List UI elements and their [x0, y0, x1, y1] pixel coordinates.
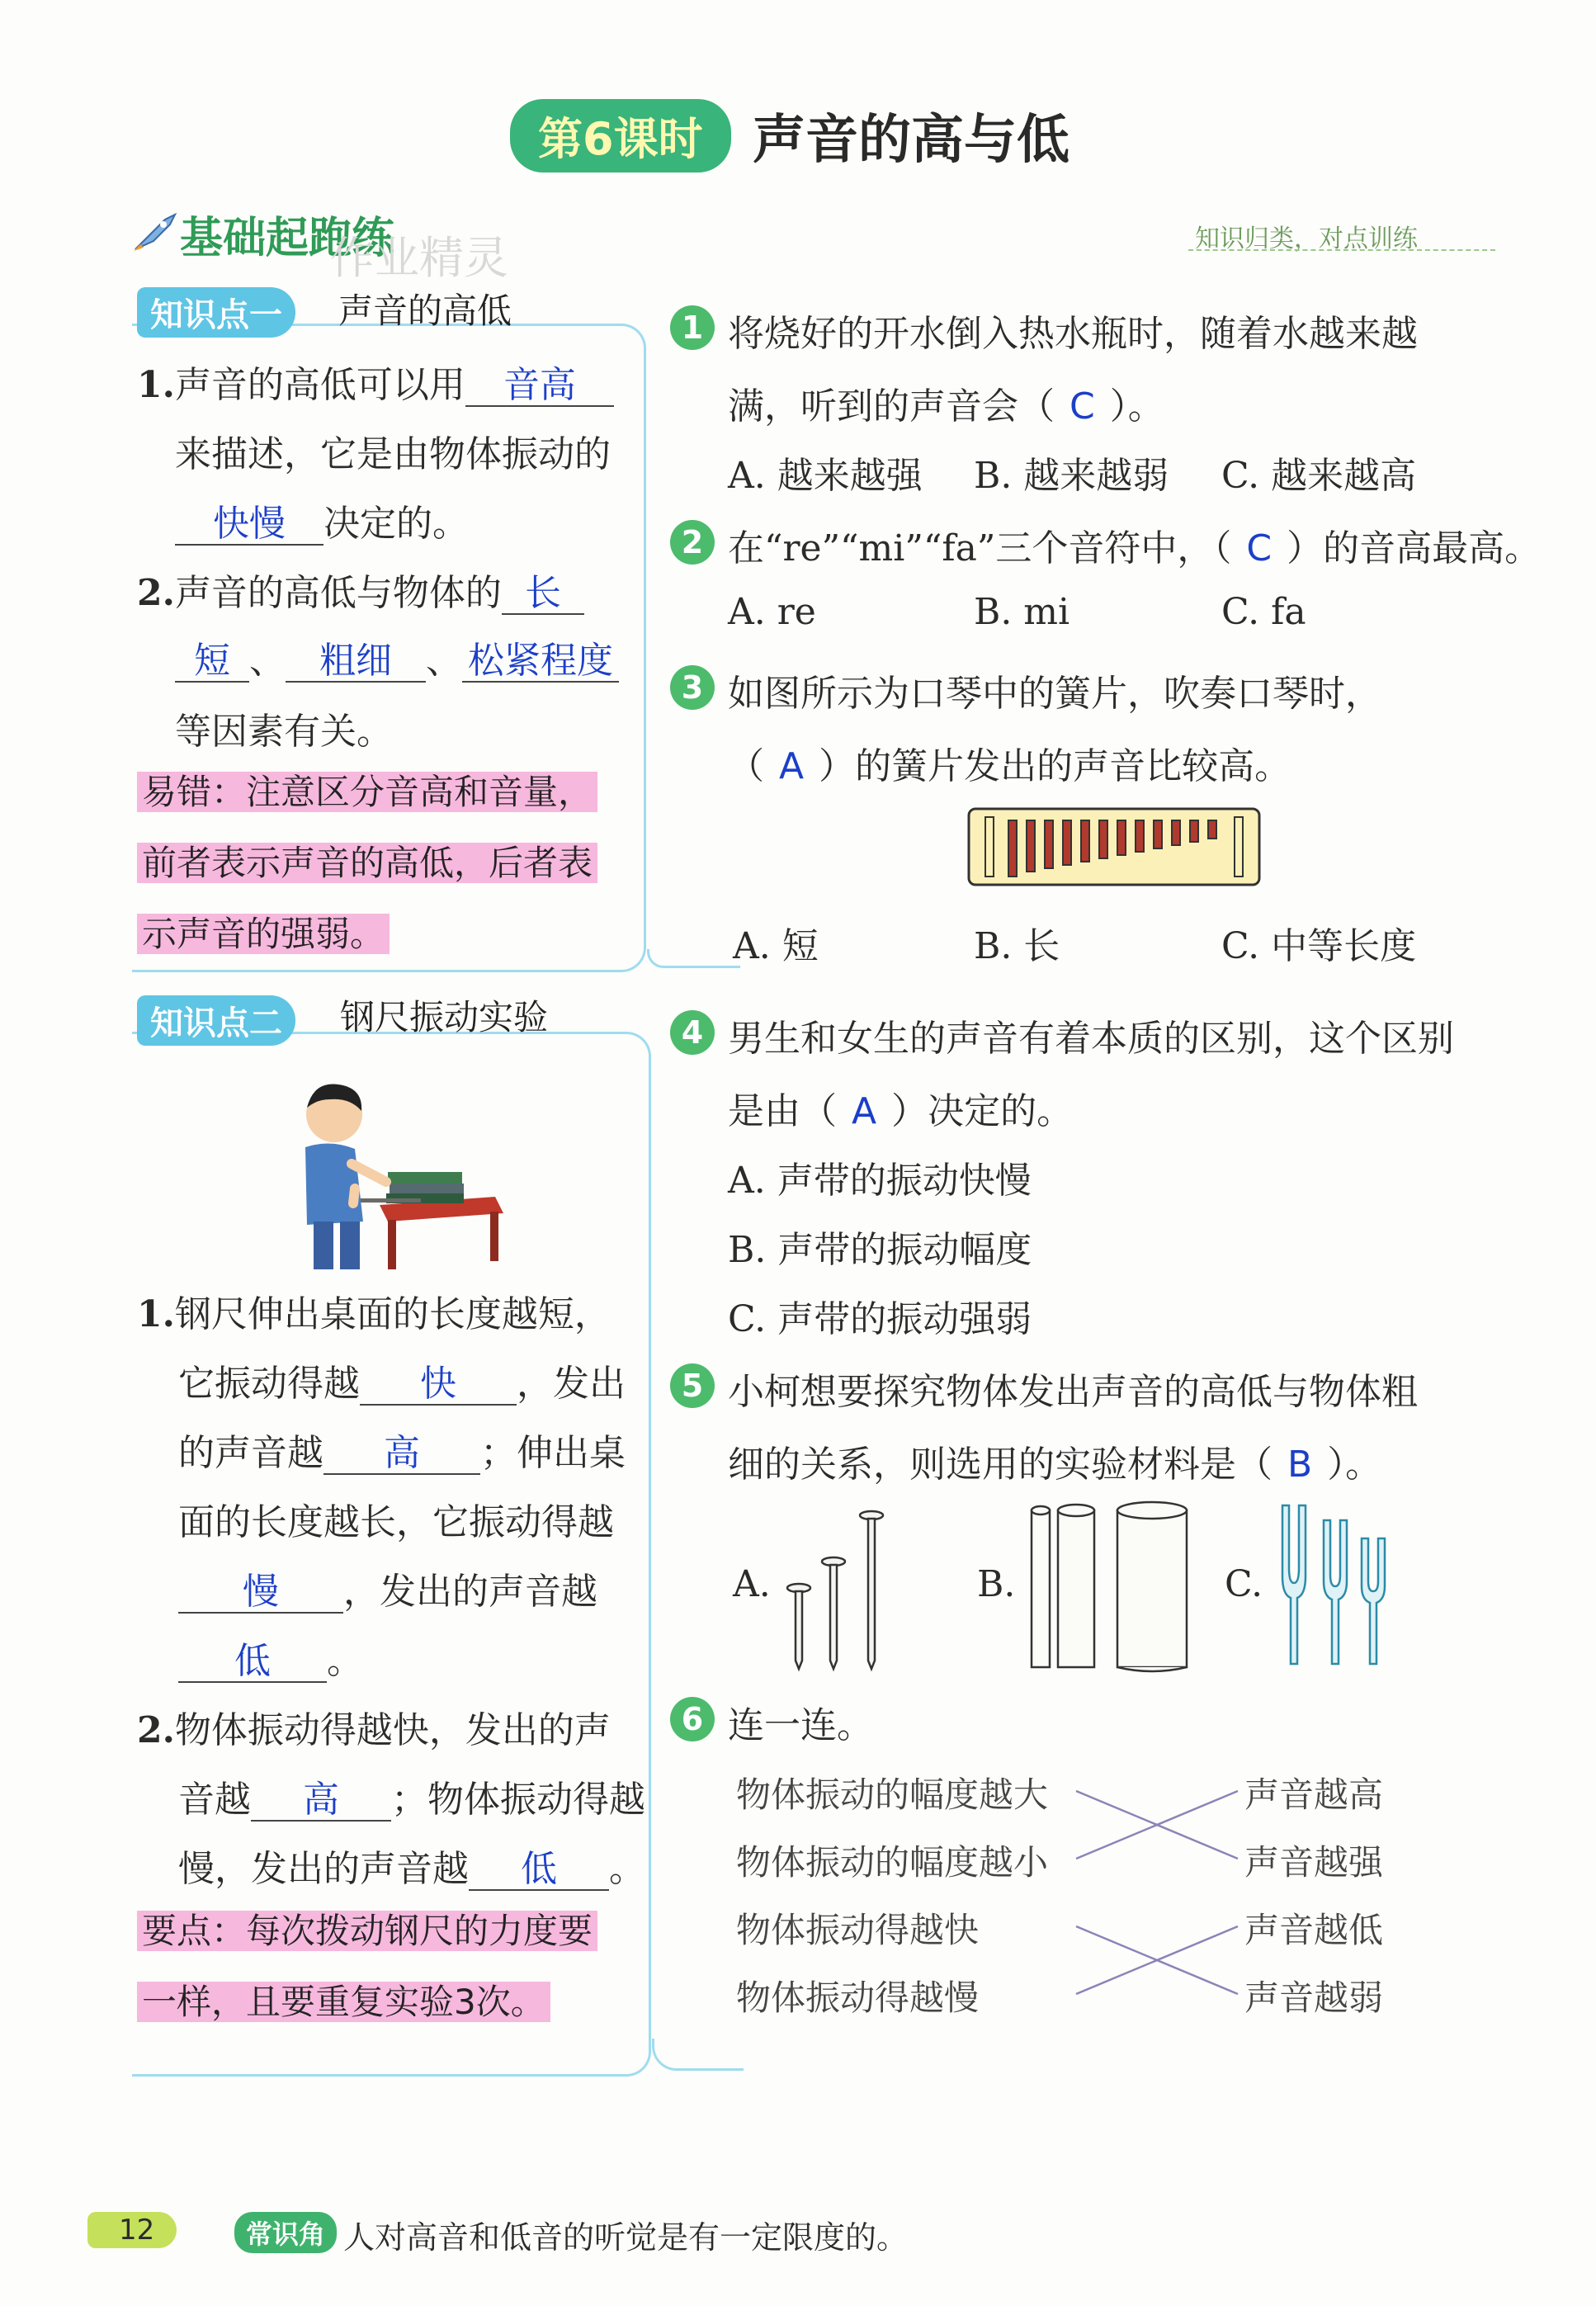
page-number-tag — [87, 2212, 177, 2248]
q1-option-c: C. 越来越高 — [1221, 455, 1417, 497]
page-title: 声音的高与低 — [753, 110, 1070, 171]
match-right-3: 声音越低 — [1244, 1910, 1384, 1950]
q5-option-c: C. — [1225, 1563, 1263, 1605]
kp2-tip — [137, 1907, 640, 2027]
kp2-title: 钢尺振动实验 — [340, 997, 549, 1037]
tip-line: 易错：注意区分音高和音量， — [137, 772, 597, 812]
tip-line: 前者表示声音的高低，后者表 — [137, 843, 597, 883]
nails-illustration — [779, 1507, 895, 1675]
kp1-q2-line2: 短 、 粗细 、 松紧程度 — [175, 631, 619, 683]
kp2-tag: 知识点二 — [137, 995, 295, 1046]
q2-option-a: A. re — [728, 591, 816, 633]
answer-blank: 慢 — [178, 1572, 343, 1614]
lesson-label: 第6课时 — [510, 99, 731, 172]
q1-line2: 满，听到的声音会（ C ）。 — [728, 385, 1164, 428]
answer-blank: 长 — [502, 574, 584, 615]
answer-blank: 快慢 — [175, 504, 323, 546]
tip-line: 示声音的强弱。 — [137, 914, 390, 954]
q5-line1: 小柯想要探究物体发出声音的高低与物体粗 — [728, 1371, 1418, 1413]
q2-line1: 在“re”“mi”“fa”三个音符中，（ C ）的音高最高。 — [728, 527, 1542, 569]
q3-option-a: A. 短 — [733, 925, 819, 967]
kp2-q2-line2: 音越 高 ；物体振动得越 — [178, 1779, 645, 1821]
q5-option-a: A. — [733, 1563, 771, 1605]
match-left-3: 物体振动得越快 — [736, 1910, 980, 1950]
q3-line2: （ A ）的簧片发出的声音比较高。 — [728, 745, 1291, 787]
kp2-q2-line3: 慢，发出的声音越 低 。 — [178, 1848, 645, 1890]
motto-underline — [1188, 249, 1495, 251]
match-left-4: 物体振动得越慢 — [736, 1978, 980, 2018]
rocket-icon — [132, 211, 178, 256]
q4-option-b: B. 声带的振动幅度 — [728, 1229, 1032, 1271]
match-left-1: 物体振动的幅度越大 — [736, 1774, 1049, 1815]
q5-number-badge: 5 — [670, 1363, 715, 1408]
answer-blank: 低 — [178, 1642, 327, 1683]
q6-instruction: 连一连。 — [728, 1704, 873, 1746]
q4-line2: 是由（ A ）决定的。 — [728, 1090, 1074, 1132]
kp2-q2-line1: 2.物体振动得越快，发出的声 — [137, 1709, 611, 1751]
q1-option-a: A. 越来越强 — [728, 455, 923, 497]
q2-number-badge: 2 — [670, 520, 715, 565]
kp2-q1-line1: 1.钢尺伸出桌面的长度越短， — [137, 1293, 611, 1335]
q1-option-b: B. 越来越弱 — [974, 455, 1169, 497]
kp1-q1-line3: 快慢 决定的。 — [175, 494, 469, 546]
page-number: 12 — [119, 2214, 155, 2247]
match-right-2: 声音越强 — [1244, 1842, 1384, 1883]
q4-option-c: C. 声带的振动强弱 — [728, 1298, 1032, 1340]
answer: A — [852, 1090, 877, 1132]
kp2-q1-line2: 它振动得越 快 ，发出 — [178, 1363, 626, 1405]
ruler-experiment-illustration — [248, 1073, 512, 1274]
kp1-q1-line2: 来描述，它是由物体振动的 — [175, 433, 611, 475]
kp2-q1-line6: 低 。 — [178, 1631, 363, 1684]
q3-option-b: B. 长 — [974, 925, 1060, 967]
answer-blank: 高 — [323, 1434, 480, 1475]
kp1-q2-line3: 等因素有关。 — [175, 711, 393, 753]
kp1-q1-line1: 1.声音的高低可以用 音高 — [137, 355, 614, 408]
kp1-title: 声音的高低 — [338, 291, 512, 331]
q5-line2: 细的关系，则选用的实验材料是（ B ）。 — [728, 1444, 1382, 1486]
footer-text: 人对高音和低音的听觉是有一定限度的。 — [343, 2219, 909, 2256]
kp2-q1-line3: 的声音越 高 ；伸出桌 — [178, 1432, 626, 1474]
q3-option-c: C. 中等长度 — [1221, 925, 1417, 967]
kp1-tip — [137, 768, 632, 959]
answer: A — [779, 745, 805, 787]
match-left-2: 物体振动的幅度越小 — [736, 1842, 1049, 1883]
watermark: 作业精灵 — [330, 232, 508, 284]
section-motto: 知识归类，对点训练 — [1195, 224, 1418, 253]
answer-blank: 松紧程度 — [462, 641, 619, 683]
q3-line1: 如图所示为口琴中的簧片，吹奏口琴时， — [728, 673, 1381, 715]
q1-line1: 将烧好的开水倒入热水瓶时，随着水越来越 — [728, 313, 1418, 355]
q2-option-c: C. fa — [1221, 591, 1306, 633]
q4-option-a: A. 声带的振动快慢 — [728, 1160, 1032, 1202]
matching-lines — [1073, 1783, 1246, 2009]
q4-number-badge: 4 — [670, 1010, 715, 1055]
q6-number-badge: 6 — [670, 1697, 715, 1741]
answer: C — [1246, 527, 1273, 569]
tip-line: 一样，且要重复实验3次。 — [137, 1982, 550, 2022]
match-right-1: 声音越高 — [1244, 1774, 1384, 1815]
q5-option-b: B. — [977, 1563, 1016, 1605]
answer-blank: 低 — [469, 1850, 609, 1891]
section-banner: 基础起跑练 — [180, 214, 395, 263]
tuning-forks-illustration — [1276, 1502, 1400, 1670]
q2-option-b: B. mi — [974, 591, 1070, 633]
match-right-4: 声音越弱 — [1244, 1978, 1384, 2018]
kp2-q1-line5: 慢 ，发出的声音越 — [178, 1562, 597, 1614]
answer: B — [1287, 1444, 1313, 1486]
footer-tag: 常识角 — [234, 2212, 337, 2253]
answer: C — [1070, 385, 1095, 428]
answer-blank: 音高 — [465, 366, 614, 407]
harmonica-reeds-illustration — [967, 807, 1261, 890]
kp2-q1-line4: 面的长度越长，它振动得越 — [178, 1501, 614, 1543]
cylinders-illustration — [1027, 1500, 1192, 1677]
q6-bracket — [652, 2039, 744, 2071]
q1-number-badge: 1 — [670, 305, 715, 350]
tip-line: 要点：每次拨动钢尺的力度要 — [137, 1911, 597, 1951]
q4-line1: 男生和女生的声音有着本质的区别，这个区别 — [728, 1018, 1454, 1060]
answer-blank: 高 — [251, 1780, 391, 1822]
kp1-tag: 知识点一 — [137, 287, 295, 338]
q3-number-badge: 3 — [670, 665, 715, 710]
kp1-q2-line1: 2.声音的高低与物体的 长 — [137, 563, 584, 616]
q3-bracket — [647, 949, 740, 968]
answer-blank: 粗细 — [286, 641, 426, 683]
answer-blank: 快 — [360, 1364, 517, 1406]
answer-blank: 短 — [175, 641, 249, 683]
